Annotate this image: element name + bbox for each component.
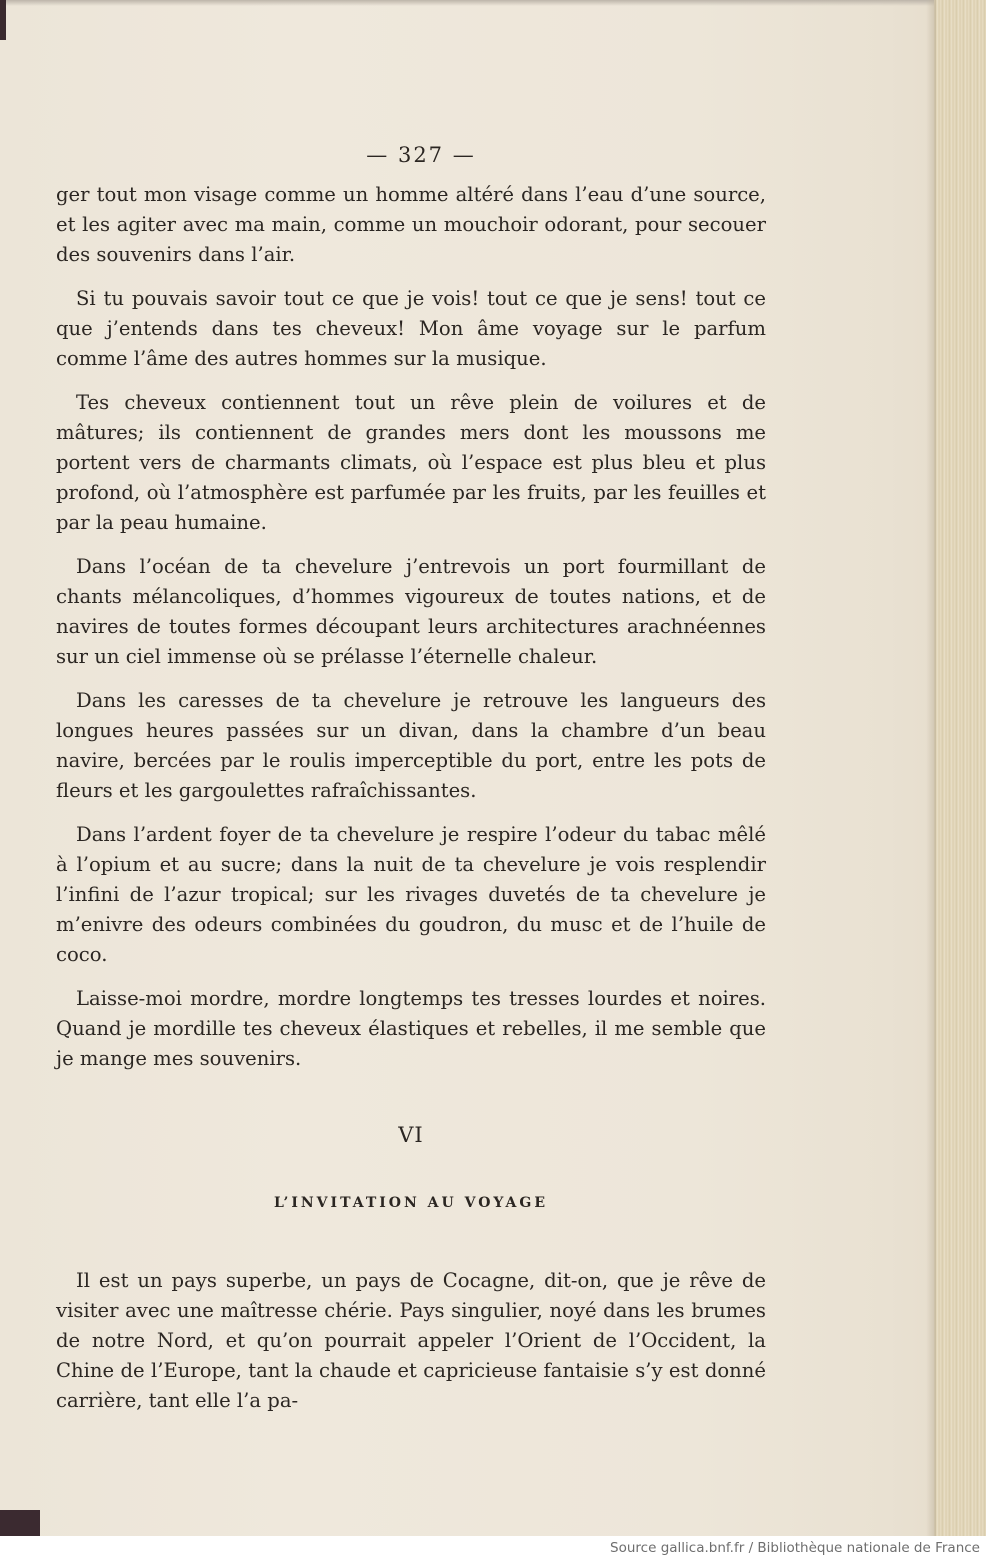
paragraph: Tes cheveux contiennent tout un rêve plein de voilures et de mâtures; ils contiennent de grandes mers dont les moussons me portent vers de charmants climats, où l’espace est plus bleu et plus profond, où l’atmosphère est parfumée par les fruits, par les feuilles et par la peau humaine.	[56, 391, 766, 534]
section-number: VI	[398, 1123, 424, 1147]
paragraph: Dans l’océan de ta chevelure j’entrevois un port fourmillant de chants mélancoliques, d’hommes vigoureux de toutes nations, et de navires de toutes formes découpant leurs architectures arachnéennes sur un ciel immense où se prélasse l’éternelle chaleur.	[56, 555, 766, 668]
paragraph: Dans l’ardent foyer de ta chevelure je respire l’odeur du tabac mêlé à l’opium et au sucre; dans la nuit de ta chevelure je vois resplendir l’infini de l’azur tropical; sur les rivages duvetés de ta chevelure je m’enivre des odeurs combinées du goudron, du musc et de l’huile de coco.	[56, 823, 766, 966]
binding-edge-top	[0, 0, 6, 40]
section-title: L’INVITATION AU VOYAGE	[273, 1195, 549, 1211]
paragraph: Si tu pouvais savoir tout ce que je vois! tout ce que je sens! tout ce que j’entends dans tes cheveux! Mon âme voyage sur le parfum comme l’âme des autres hommes sur la musique.	[56, 287, 766, 370]
page-block-edges	[934, 0, 986, 1536]
paragraph: ger tout mon visage comme un homme altéré dans l’eau d’une source, et les agiter avec ma main, comme un mouchoir odorant, pour secouer des souvenirs dans l’air.	[56, 183, 766, 266]
source-credit: Source gallica.bnf.fr / Bibliothèque nationale de France	[610, 1540, 980, 1556]
paragraph: Laisse-moi mordre, mordre longtemps tes tresses lourdes et noires. Quand je mordille tes cheveux élastiques et rebelles, il me semble que je mange mes souvenirs.	[56, 987, 766, 1070]
page-text	[56, 140, 766, 1430]
page-number: — 327 —	[366, 143, 476, 167]
paragraph: Il est un pays superbe, un pays de Cocagne, dit-on, que je rêve de visiter avec une maîtresse chérie. Pays singulier, noyé dans les brumes de notre Nord, et qu’on pourrait appeler l’Orient de l’Occident, la Chine de l’Europe, tant la chaude et capricieuse fantaisie s’y est donné carrière, tant elle l’a pa-	[56, 1269, 766, 1412]
page-top-shadow	[6, 0, 946, 6]
paragraph: Dans les caresses de ta chevelure je retrouve les langueurs des longues heures passées sur un divan, dans la chambre d’un beau navire, bercées par le roulis imperceptible du port, entre les pots de fleurs et les gargoulettes rafraîchissantes.	[56, 689, 766, 802]
binding-edge-bottom	[0, 1510, 40, 1536]
